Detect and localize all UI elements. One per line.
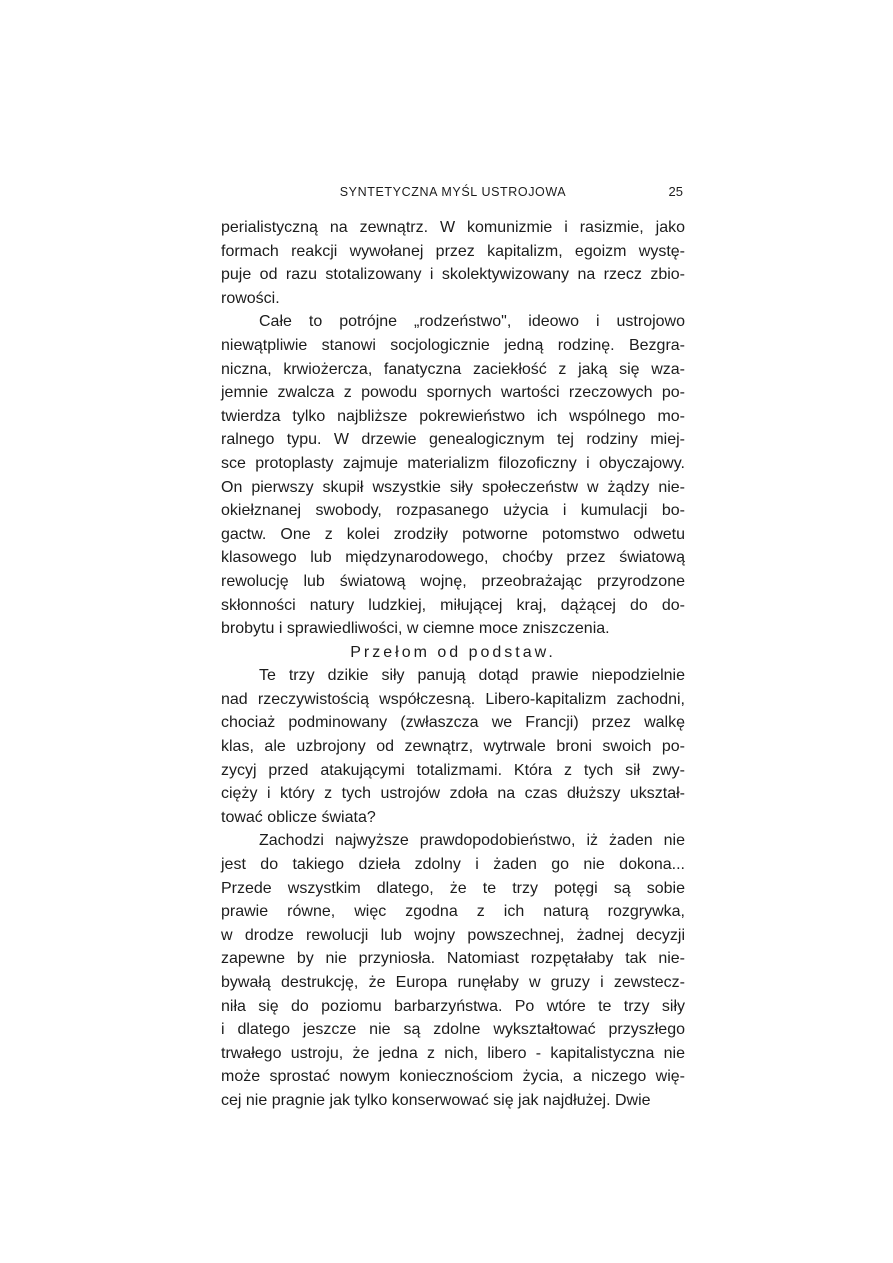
text-line: Zachodzi najwyższe prawdopodobieństwo, iż żaden nie [259, 832, 685, 850]
page-number: 25 [668, 184, 683, 199]
text-line: Przede wszystkim dlatego, że te trzy potęgi są sobie [221, 879, 685, 897]
paragraph [221, 829, 685, 1112]
text-line: jest do takiego dzieła zdolny i żaden go nie dokona... [221, 856, 685, 874]
text-line: sce protoplasty zajmuje materializm filozoficzny i obyczajowy. [221, 454, 685, 472]
paragraph [221, 216, 685, 310]
text-line: tować oblicze świata? [221, 808, 376, 826]
text-line: niczna, krwiożercza, fanatyczna zaciekłość z jaką się wza- [221, 360, 685, 378]
text-line: okiełznanej swobody, rozpasanego użycia i kumulacji bo- [221, 502, 685, 520]
text-line: w drodze rewolucji lub wojny powszechnej, żadnej decyzji [221, 926, 685, 944]
text-line: cięży i który z tych ustrojów zdoła na czas dłuższy ukształ- [221, 785, 685, 803]
paragraph [221, 664, 685, 829]
text-line: klasowego lub międzynarodowego, choćby przez światową [221, 549, 685, 567]
text-line: twierdza tylko najbliższe pokrewieństwo ich wspólnego mo- [221, 407, 685, 425]
section-heading: Przełom od podstaw. [350, 643, 556, 661]
text-line: ralnego typu. W drzewie genealogicznym tej rodziny miej- [221, 431, 685, 449]
body-text [221, 216, 685, 1113]
paragraph [221, 310, 685, 640]
text-line: rewolucję lub światową wojnę, przeobrażając przyrodzone [221, 572, 685, 590]
text-line: gactw. One z kolei zrodziły potworne potomstwo odwetu [221, 525, 685, 543]
text-line: prawie równe, więc zgodna z ich naturą rozgrywka, [221, 903, 685, 921]
text-line: może sprostać nowym koniecznościom życia, a niczego wię- [221, 1068, 685, 1086]
text-line: cej nie pragnie jak tylko konserwować się jak najdłużej. Dwie [221, 1091, 651, 1109]
running-title: SYNTETYCZNA MYŚL USTROJOWA [339, 185, 567, 199]
text-line: nad rzeczywistością współczesną. Libero-kapitalizm zachodni, [221, 690, 685, 708]
text-line: puje od razu stotalizowany i skolektywizowany na rzecz zbio- [221, 266, 685, 284]
text-line: bywałą destrukcję, że Europa runęłaby w gruzy i zewstecz- [221, 974, 685, 991]
text-line: Całe to potrójne „rodzeństwo", ideowo i ustrojowo [259, 313, 685, 331]
text-line: niła się do poziomu barbarzyństwa. Po wtóre te trzy siły [221, 997, 685, 1015]
text-line: chociaż podminowany (zwłaszcza we Francji) przez walkę [221, 714, 685, 732]
running-head [221, 183, 685, 203]
text-line: skłonności natury ludzkiej, miłującej kraj, dążącej do do- [221, 596, 685, 614]
text-line: zapewne by nie przyniosła. Natomiast rozpętałaby tak nie- [221, 950, 685, 968]
text-line: niewątpliwie stanowi socjologicznie jedną rodzinę. Bezgra- [221, 336, 685, 354]
text-line: zycyj przed atakującymi totalizmami. Która z tych sił zwy- [221, 761, 685, 779]
text-line: On pierwszy skupił wszystkie siły społeczeństw w żądzy nie- [221, 478, 685, 496]
text-line: formach reakcji wywołanej przez kapitalizm, egoizm wystę- [221, 242, 685, 260]
text-line: trwałego ustroju, że jedna z nich, libero - kapitalistyczna nie [221, 1044, 685, 1062]
text-line: klas, ale uzbrojony od zewnątrz, wytrwale broni swoich po- [221, 738, 685, 756]
text-line: brobytu i sprawiedliwości, w ciemne moce zniszczenia. [221, 620, 610, 638]
text-line: Te trzy dzikie siły panują dotąd prawie niepodzielnie [259, 667, 685, 685]
text-line: perialistyczną na zewnątrz. W komunizmie i rasizmie, jako [221, 219, 685, 236]
text-line: i dlatego jeszcze nie są zdolne wykształtować przyszłego [221, 1021, 685, 1039]
text-line: rowości. [221, 289, 280, 307]
text-line: jemnie zwalcza z powodu spornych wartości rzeczowych po- [221, 384, 685, 402]
